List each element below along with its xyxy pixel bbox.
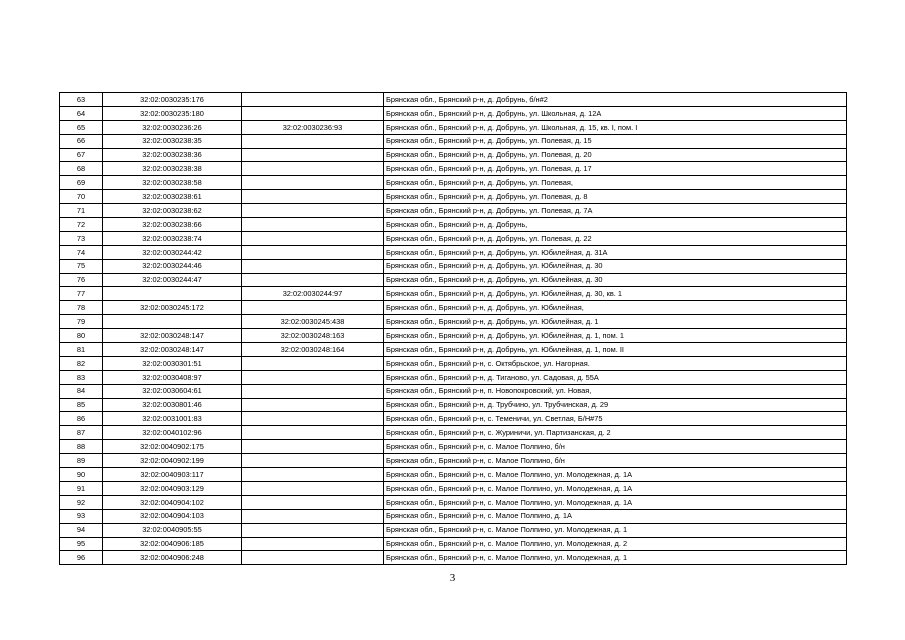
address-cell: Брянская обл., Брянский р-н, с. Малое Полпино, б/н [384, 440, 847, 454]
address-cell: Брянская обл., Брянский р-н, с. Теменичи, ул. Светлая, Б/Н#75 [384, 412, 847, 426]
address-cell: Брянская обл., Брянский р-н, д. Добрунь, ул. Полевая, д. 17 [384, 162, 847, 176]
address-cell: Брянская обл., Брянский р-н, с. Малое Полпино, ул. Молодежная, д. 1 [384, 523, 847, 537]
cadastral-number-cell: 32:02:0030238:61 [103, 190, 242, 204]
row-number-cell: 73 [60, 231, 103, 245]
row-number-cell: 80 [60, 329, 103, 343]
secondary-cadastral-number-cell: 32:02:0030245:438 [242, 315, 384, 329]
address-cell: Брянская обл., Брянский р-н, с. Малое Полпино, ул. Молодежная, д. 1 [384, 551, 847, 565]
secondary-cadastral-number-cell [242, 551, 384, 565]
row-number-cell: 63 [60, 93, 103, 107]
table-row [60, 93, 847, 107]
cadastral-number-cell: 32:02:0030408:97 [103, 370, 242, 384]
address-cell: Брянская обл., Брянский р-н, с. Малое Полпино, ул. Молодежная, д. 2 [384, 537, 847, 551]
cadastral-number-cell: 32:02:0040905:55 [103, 523, 242, 537]
address-cell: Брянская обл., Брянский р-н, п. Новопокровский, ул. Новая, [384, 384, 847, 398]
secondary-cadastral-number-cell [242, 106, 384, 120]
registry-table-body [60, 93, 847, 565]
cadastral-number-cell: 32:02:0030244:46 [103, 259, 242, 273]
address-cell: Брянская обл., Брянский р-н, д. Трубчино, ул. Трубчинская, д. 29 [384, 398, 847, 412]
address-cell: Брянская обл., Брянский р-н, д. Добрунь, ул. Юбилейная, д. 30, кв. 1 [384, 287, 847, 301]
address-cell: Брянская обл., Брянский р-н, д. Добрунь, ул. Полевая, д. 7А [384, 204, 847, 218]
cadastral-number-cell: 32:02:0030604:61 [103, 384, 242, 398]
table-row [60, 190, 847, 204]
page-number: 3 [449, 572, 456, 584]
row-number-cell: 67 [60, 148, 103, 162]
secondary-cadastral-number-cell [242, 162, 384, 176]
address-cell: Брянская обл., Брянский р-н, д. Добрунь, ул. Юбилейная, д. 1, пом. II [384, 343, 847, 357]
table-row [60, 509, 847, 523]
secondary-cadastral-number-cell [242, 190, 384, 204]
table-row [60, 537, 847, 551]
row-number-cell: 66 [60, 134, 103, 148]
table-row [60, 120, 847, 134]
table-row [60, 426, 847, 440]
cadastral-number-cell: 32:02:0030238:74 [103, 231, 242, 245]
address-cell: Брянская обл., Брянский р-н, с. Октябрьское, ул. Нагорная. [384, 356, 847, 370]
table-row [60, 162, 847, 176]
row-number-cell: 95 [60, 537, 103, 551]
row-number-cell: 64 [60, 106, 103, 120]
row-number-cell: 88 [60, 440, 103, 454]
row-number-cell: 87 [60, 426, 103, 440]
table-row [60, 287, 847, 301]
table-row [60, 204, 847, 218]
table-row [60, 523, 847, 537]
secondary-cadastral-number-cell [242, 245, 384, 259]
table-row [60, 468, 847, 482]
secondary-cadastral-number-cell [242, 356, 384, 370]
cadastral-number-cell: 32:02:0030248:147 [103, 343, 242, 357]
table-row [60, 301, 847, 315]
table-row [60, 259, 847, 273]
table-row [60, 176, 847, 190]
cadastral-number-cell: 32:02:0040902:175 [103, 440, 242, 454]
secondary-cadastral-number-cell [242, 384, 384, 398]
row-number-cell: 65 [60, 120, 103, 134]
secondary-cadastral-number-cell [242, 454, 384, 468]
secondary-cadastral-number-cell [242, 509, 384, 523]
cadastral-number-cell: 32:02:0030238:35 [103, 134, 242, 148]
address-cell: Брянская обл., Брянский р-н, д. Добрунь, ул. Полевая, д. 20 [384, 148, 847, 162]
address-cell: Брянская обл., Брянский р-н, д. Добрунь, ул. Юбилейная, д. 30 [384, 259, 847, 273]
cadastral-number-cell: 32:02:0040903:117 [103, 468, 242, 482]
address-cell: Брянская обл., Брянский р-н, д. Добрунь, б/н#2 [384, 93, 847, 107]
row-number-cell: 71 [60, 204, 103, 218]
cadastral-number-cell: 32:02:0040102:96 [103, 426, 242, 440]
row-number-cell: 77 [60, 287, 103, 301]
row-number-cell: 75 [60, 259, 103, 273]
row-number-cell: 82 [60, 356, 103, 370]
table-row [60, 551, 847, 565]
row-number-cell: 72 [60, 218, 103, 232]
secondary-cadastral-number-cell [242, 148, 384, 162]
row-number-cell: 86 [60, 412, 103, 426]
secondary-cadastral-number-cell [242, 301, 384, 315]
address-cell: Брянская обл., Брянский р-н, д. Добрунь, [384, 218, 847, 232]
table-row [60, 481, 847, 495]
secondary-cadastral-number-cell: 32:02:0030244:97 [242, 287, 384, 301]
cadastral-number-cell: 32:02:0040906:185 [103, 537, 242, 551]
address-cell: Брянская обл., Брянский р-н, д. Добрунь, ул. Школьная, д. 15, кв. I, пом. I [384, 120, 847, 134]
secondary-cadastral-number-cell [242, 204, 384, 218]
cadastral-number-cell: 32:02:0030235:176 [103, 93, 242, 107]
secondary-cadastral-number-cell [242, 537, 384, 551]
secondary-cadastral-number-cell [242, 93, 384, 107]
secondary-cadastral-number-cell [242, 523, 384, 537]
cadastral-number-cell: 32:02:0031001:83 [103, 412, 242, 426]
row-number-cell: 68 [60, 162, 103, 176]
row-number-cell: 91 [60, 481, 103, 495]
secondary-cadastral-number-cell [242, 481, 384, 495]
secondary-cadastral-number-cell [242, 495, 384, 509]
address-cell: Брянская обл., Брянский р-н, д. Тиганово, ул. Садовая, д. 55А [384, 370, 847, 384]
address-cell: Брянская обл., Брянский р-н, с. Малое Полпино, ул. Молодежная, д. 1А [384, 481, 847, 495]
row-number-cell: 69 [60, 176, 103, 190]
secondary-cadastral-number-cell: 32:02:0030248:163 [242, 329, 384, 343]
secondary-cadastral-number-cell [242, 176, 384, 190]
secondary-cadastral-number-cell [242, 440, 384, 454]
row-number-cell: 96 [60, 551, 103, 565]
table-row [60, 329, 847, 343]
address-cell: Брянская обл., Брянский р-н, д. Добрунь, ул. Юбилейная, д. 1 [384, 315, 847, 329]
row-number-cell: 90 [60, 468, 103, 482]
cadastral-number-cell: 32:02:0040904:103 [103, 509, 242, 523]
row-number-cell: 70 [60, 190, 103, 204]
address-cell: Брянская обл., Брянский р-н, д. Добрунь, ул. Юбилейная, д. 31А [384, 245, 847, 259]
address-cell: Брянская обл., Брянский р-н, д. Добрунь, ул. Полевая, [384, 176, 847, 190]
table-row [60, 495, 847, 509]
address-cell: Брянская обл., Брянский р-н, д. Добрунь, ул. Полевая, д. 8 [384, 190, 847, 204]
table-row [60, 245, 847, 259]
table-row [60, 106, 847, 120]
address-cell: Брянская обл., Брянский р-н, д. Добрунь, ул. Полевая, д. 15 [384, 134, 847, 148]
row-number-cell: 93 [60, 509, 103, 523]
cadastral-number-cell: 32:02:0030238:62 [103, 204, 242, 218]
cadastral-number-cell: 32:02:0030238:58 [103, 176, 242, 190]
table-row [60, 356, 847, 370]
cadastral-number-cell: 32:02:0030801:46 [103, 398, 242, 412]
cadastral-number-cell: 32:02:0030244:47 [103, 273, 242, 287]
address-cell: Брянская обл., Брянский р-н, с. Малое Полпино, ул. Молодежная, д. 1А [384, 495, 847, 509]
address-cell: Брянская обл., Брянский р-н, с. Малое Полпино, д. 1А [384, 509, 847, 523]
table-row [60, 412, 847, 426]
secondary-cadastral-number-cell [242, 134, 384, 148]
secondary-cadastral-number-cell [242, 259, 384, 273]
secondary-cadastral-number-cell [242, 426, 384, 440]
cadastral-number-cell: 32:02:0040904:102 [103, 495, 242, 509]
row-number-cell: 79 [60, 315, 103, 329]
cadastral-number-cell: 32:02:0040906:248 [103, 551, 242, 565]
table-row [60, 273, 847, 287]
row-number-cell: 76 [60, 273, 103, 287]
table-row [60, 134, 847, 148]
cadastral-number-cell: 32:02:0030238:38 [103, 162, 242, 176]
table-row [60, 148, 847, 162]
cadastral-number-cell: 32:02:0030238:36 [103, 148, 242, 162]
address-cell: Брянская обл., Брянский р-н, с. Малое Полпино, ул. Молодежная, д. 1А [384, 468, 847, 482]
table-row [60, 343, 847, 357]
row-number-cell: 78 [60, 301, 103, 315]
address-cell: Брянская обл., Брянский р-н, д. Добрунь, ул. Полевая, д. 22 [384, 231, 847, 245]
property-registry-table [59, 92, 847, 565]
address-cell: Брянская обл., Брянский р-н, д. Добрунь, ул. Школьная, д. 12А [384, 106, 847, 120]
row-number-cell: 89 [60, 454, 103, 468]
cadastral-number-cell: 32:02:0030235:180 [103, 106, 242, 120]
secondary-cadastral-number-cell [242, 218, 384, 232]
cadastral-number-cell: 32:02:0030244:42 [103, 245, 242, 259]
table-row [60, 231, 847, 245]
cadastral-number-cell [103, 287, 242, 301]
table-row [60, 370, 847, 384]
table-row [60, 315, 847, 329]
row-number-cell: 74 [60, 245, 103, 259]
cadastral-number-cell: 32:02:0040902:199 [103, 454, 242, 468]
address-cell: Брянская обл., Брянский р-н, д. Добрунь, ул. Юбилейная, д. 30 [384, 273, 847, 287]
table-row [60, 440, 847, 454]
secondary-cadastral-number-cell [242, 412, 384, 426]
row-number-cell: 83 [60, 370, 103, 384]
address-cell: Брянская обл., Брянский р-н, д. Добрунь, ул. Юбилейная, д. 1, пом. 1 [384, 329, 847, 343]
cadastral-number-cell: 32:02:0030238:66 [103, 218, 242, 232]
secondary-cadastral-number-cell [242, 273, 384, 287]
address-cell: Брянская обл., Брянский р-н, д. Добрунь, ул. Юбилейная, [384, 301, 847, 315]
address-cell: Брянская обл., Брянский р-н, с. Малое Полпино, б/н [384, 454, 847, 468]
cadastral-number-cell: 32:02:0030301:51 [103, 356, 242, 370]
secondary-cadastral-number-cell: 32:02:0030236:93 [242, 120, 384, 134]
row-number-cell: 94 [60, 523, 103, 537]
cadastral-number-cell [103, 315, 242, 329]
row-number-cell: 81 [60, 343, 103, 357]
secondary-cadastral-number-cell [242, 468, 384, 482]
cadastral-number-cell: 32:02:0030245:172 [103, 301, 242, 315]
secondary-cadastral-number-cell [242, 398, 384, 412]
table-row [60, 398, 847, 412]
cadastral-number-cell: 32:02:0030236:26 [103, 120, 242, 134]
cadastral-number-cell: 32:02:0040903:129 [103, 481, 242, 495]
row-number-cell: 92 [60, 495, 103, 509]
table-row [60, 218, 847, 232]
row-number-cell: 84 [60, 384, 103, 398]
address-cell: Брянская обл., Брянский р-н, с. Журиничи, ул. Партизанская, д. 2 [384, 426, 847, 440]
secondary-cadastral-number-cell [242, 370, 384, 384]
row-number-cell: 85 [60, 398, 103, 412]
table-row [60, 384, 847, 398]
secondary-cadastral-number-cell: 32:02:0030248:164 [242, 343, 384, 357]
cadastral-number-cell: 32:02:0030248:147 [103, 329, 242, 343]
secondary-cadastral-number-cell [242, 231, 384, 245]
table-row [60, 454, 847, 468]
